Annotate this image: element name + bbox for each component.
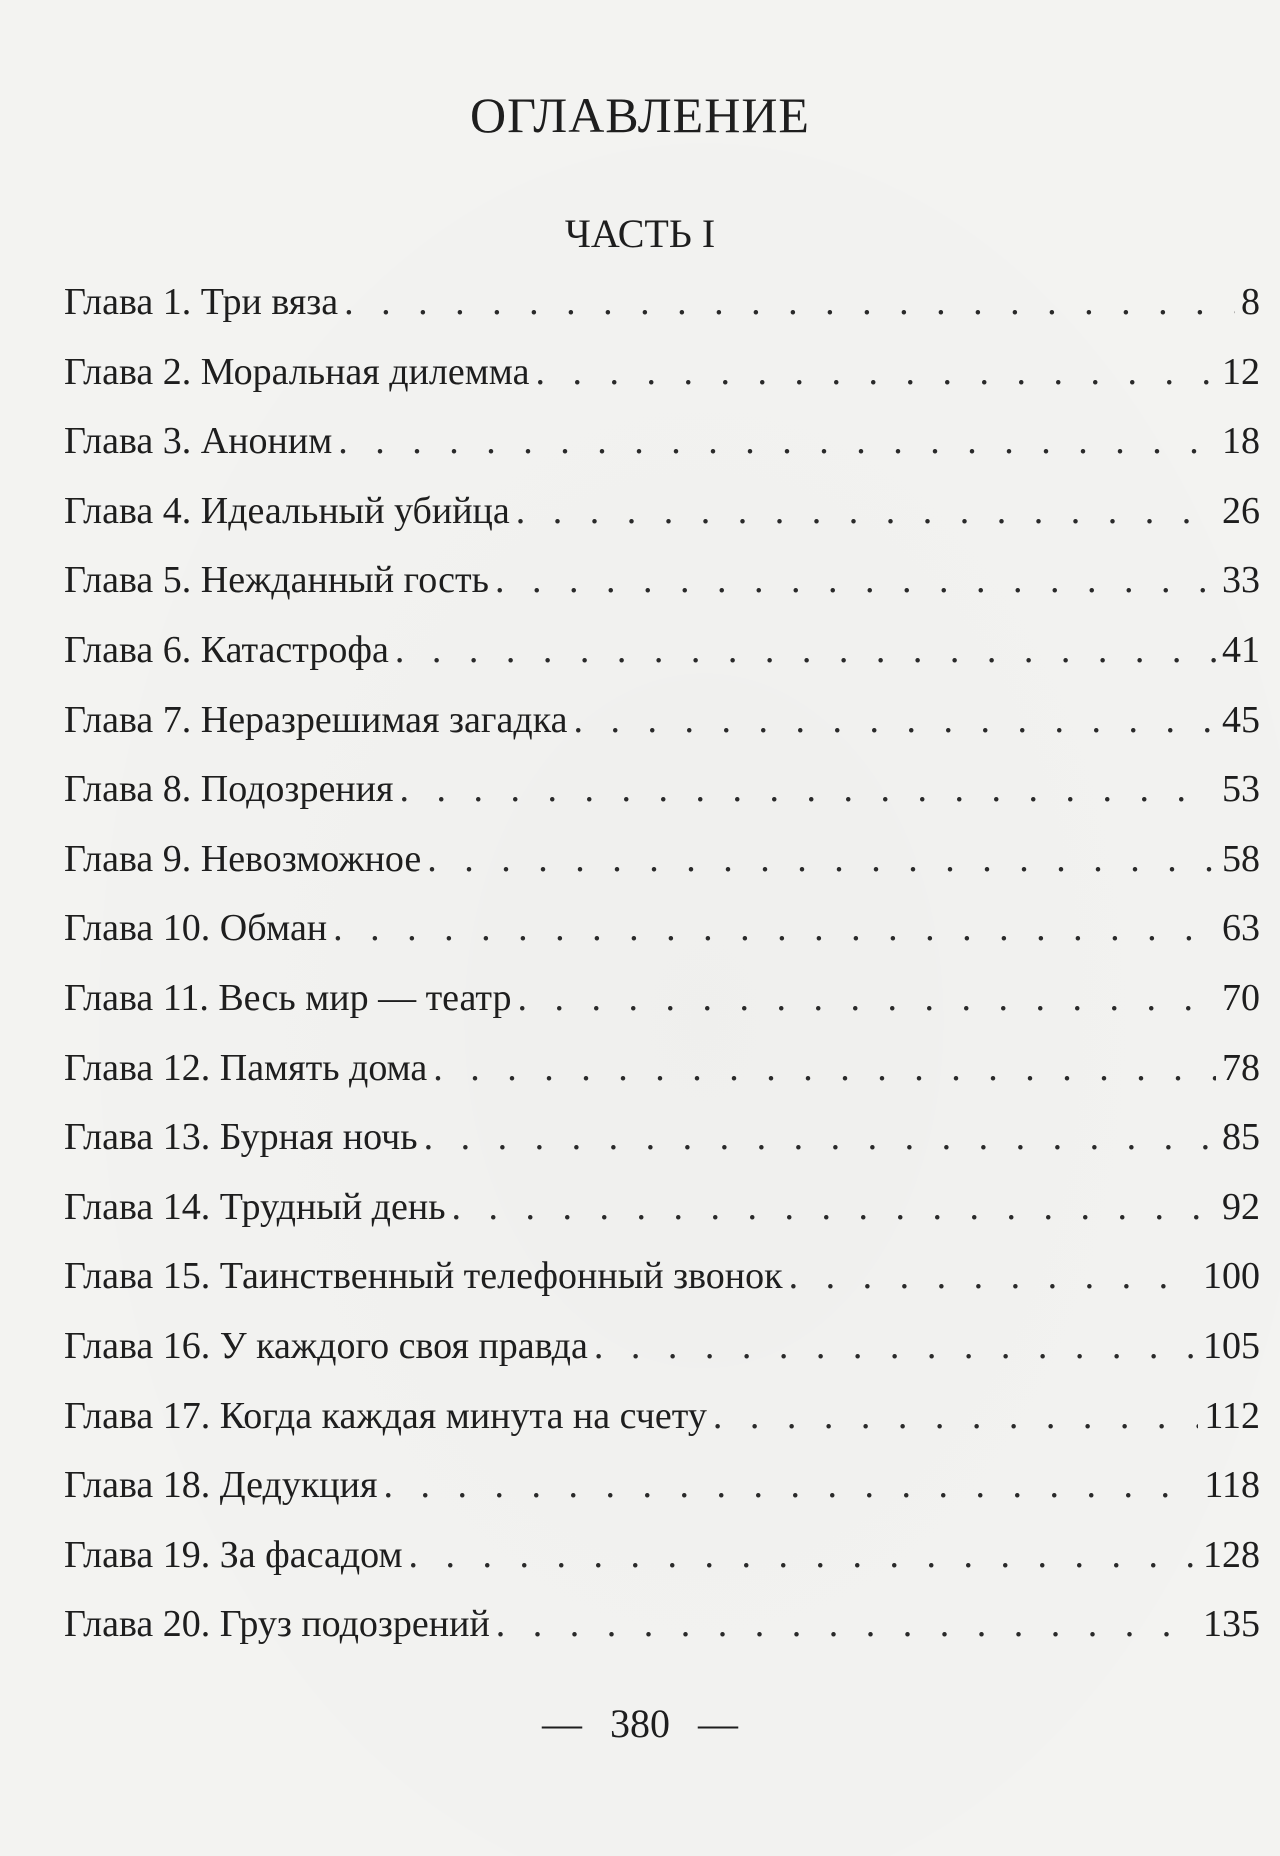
toc-entry-title: Глава 4. Идеальный убийца — [64, 489, 510, 532]
toc-entry-title: Глава 14. Трудный день — [64, 1185, 446, 1228]
toc-entry-17 — [64, 1394, 1260, 1464]
toc-entry-8 — [64, 767, 1260, 837]
toc-entry-5 — [64, 558, 1260, 628]
toc-entry-13 — [64, 1115, 1260, 1185]
toc-entry-20 — [64, 1602, 1260, 1672]
page-number-footer — [0, 1700, 1280, 1747]
toc-entry-title: Глава 13. Бурная ночь — [64, 1116, 418, 1159]
toc-entry-page: 128 — [1203, 1533, 1260, 1576]
toc-entry-title: Глава 15. Таинственный телефонный звонок — [64, 1255, 783, 1298]
toc-entry-7 — [64, 698, 1260, 768]
toc-entry-page: 18 — [1222, 420, 1260, 463]
dot-leader — [383, 1463, 1198, 1507]
toc-entry-page: 85 — [1222, 1116, 1260, 1159]
toc-entry-title: Глава 18. Дедукция — [64, 1464, 378, 1507]
toc-entry-title: Глава 11. Весь мир — театр — [64, 976, 512, 1019]
toc-entry-page: 100 — [1203, 1255, 1260, 1298]
toc-entry-18 — [64, 1463, 1260, 1533]
dot-leader — [395, 628, 1216, 672]
toc-entry-6 — [64, 628, 1260, 698]
toc-entry-15 — [64, 1254, 1260, 1324]
toc-entry-page: 118 — [1204, 1464, 1260, 1507]
dot-leader — [333, 906, 1216, 950]
toc-entry-2 — [64, 350, 1260, 420]
toc-entry-page: 12 — [1222, 350, 1260, 393]
toc-entry-3 — [64, 419, 1260, 489]
toc-entry-title: Глава 2. Моральная дилемма — [64, 350, 530, 393]
toc-entry-page: 105 — [1203, 1324, 1260, 1367]
dot-leader — [713, 1394, 1199, 1438]
toc-entry-page: 58 — [1222, 837, 1260, 880]
dot-leader — [344, 280, 1235, 324]
toc-entry-title: Глава 10. Обман — [64, 907, 328, 950]
toc-entry-11 — [64, 976, 1260, 1046]
toc-entry-title: Глава 9. Невозможное — [64, 837, 422, 880]
toc-entry-title: Глава 19. За фасадом — [64, 1533, 403, 1576]
toc-entry-14 — [64, 1185, 1260, 1255]
toc-entry-page: 53 — [1222, 768, 1260, 811]
toc-entry-title: Глава 8. Подозрения — [64, 768, 394, 811]
toc-entry-title: Глава 1. Три вяза — [64, 281, 339, 323]
toc-entry-title: Глава 16. У каждого своя правда — [64, 1324, 588, 1367]
toc-entry-16 — [64, 1324, 1260, 1394]
page-title: ОГЛАВЛЕНИЕ — [470, 87, 810, 143]
dot-leader — [424, 1115, 1216, 1159]
dot-leader — [452, 1185, 1216, 1229]
toc-entry-page: 26 — [1222, 489, 1260, 532]
toc-entry-title: Глава 7. Неразрешимая загадка — [64, 698, 568, 741]
toc-entry-title: Глава 6. Катастрофа — [64, 628, 389, 671]
toc-entry-10 — [64, 906, 1260, 976]
toc-entry-19 — [64, 1533, 1260, 1603]
page-number: 380 — [610, 1701, 670, 1746]
dot-leader — [495, 558, 1216, 602]
toc-entry-title: Глава 3. Аноним — [64, 420, 333, 463]
dot-leader — [399, 767, 1216, 811]
toc-entry-12 — [64, 1046, 1260, 1116]
toc-entry-page: 78 — [1222, 1046, 1260, 1089]
dot-leader — [427, 837, 1216, 881]
toc-entry-title: Глава 12. Память дома — [64, 1046, 428, 1089]
dot-leader — [517, 976, 1216, 1020]
toc-entry-page: 63 — [1222, 907, 1260, 950]
toc-entry-page: 135 — [1203, 1603, 1260, 1646]
folio-dash-left: — — [542, 1701, 582, 1746]
toc-entry-title: Глава 20. Груз подозрений — [64, 1603, 490, 1646]
dot-leader — [433, 1046, 1216, 1090]
toc-entry-title: Глава 17. Когда каждая минута на счету — [64, 1394, 707, 1437]
toc-entry-page: 8 — [1241, 281, 1260, 323]
toc-entry-page: 45 — [1222, 698, 1260, 741]
dot-leader — [496, 1602, 1197, 1646]
dot-leader — [594, 1324, 1197, 1368]
table-of-contents — [64, 280, 1260, 1672]
folio-dash-right: — — [698, 1701, 738, 1746]
toc-entry-page: 112 — [1204, 1394, 1260, 1437]
dot-leader — [516, 489, 1216, 533]
toc-entry-page: 70 — [1222, 976, 1260, 1019]
toc-entry-9 — [64, 837, 1260, 907]
dot-leader — [535, 350, 1216, 394]
dot-leader — [338, 419, 1216, 463]
toc-entry-1 — [64, 280, 1260, 350]
toc-entry-page: 41 — [1222, 628, 1260, 671]
dot-leader — [789, 1254, 1197, 1298]
toc-entry-page: 33 — [1222, 559, 1260, 602]
toc-entry-4 — [64, 489, 1260, 559]
toc-entry-page: 92 — [1222, 1185, 1260, 1228]
toc-entry-title: Глава 5. Нежданный гость — [64, 559, 489, 602]
part-heading: ЧАСТЬ I — [564, 211, 716, 256]
dot-leader — [573, 698, 1216, 742]
dot-leader — [409, 1533, 1198, 1577]
